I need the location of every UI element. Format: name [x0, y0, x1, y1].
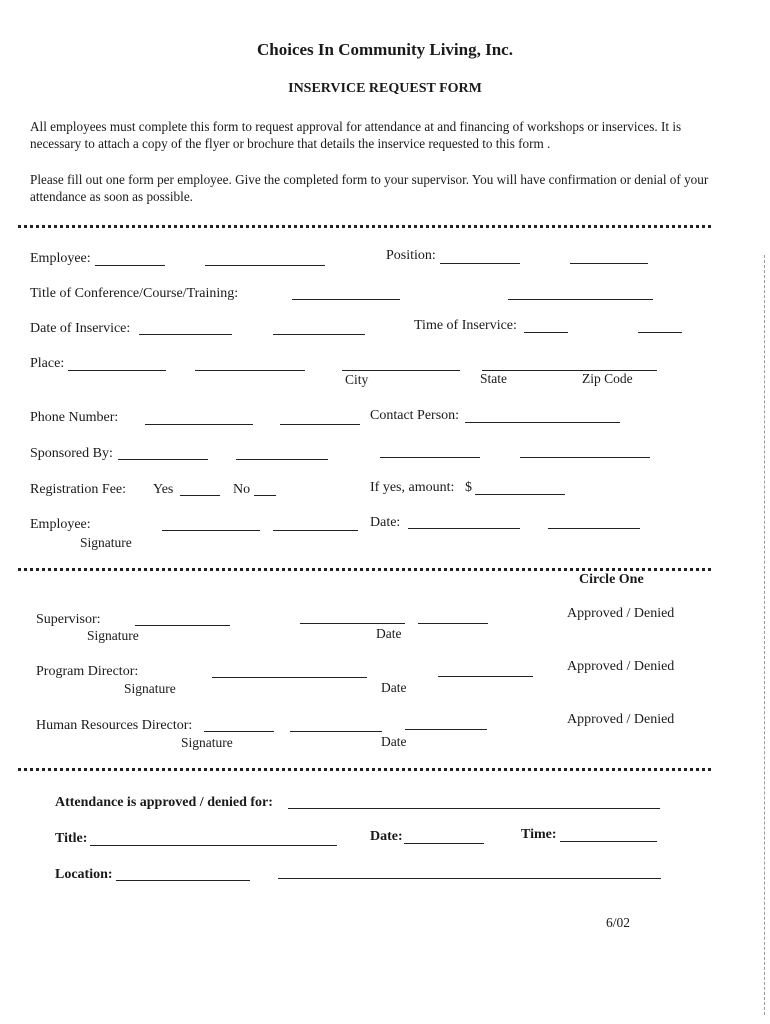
hr-director-approved-denied[interactable]: Approved / Denied — [567, 712, 675, 727]
sponsored-by-field-extension-3[interactable] — [520, 457, 650, 458]
hr-director-date-field[interactable] — [405, 729, 487, 730]
confirm-title-field[interactable] — [90, 845, 337, 846]
inservice-date-field[interactable] — [139, 334, 232, 335]
program-director-date-field[interactable] — [438, 676, 533, 677]
phone-number-field-extension[interactable] — [280, 424, 360, 425]
contact-person-label: Contact Person: — [370, 408, 460, 423]
training-title-field-extension[interactable] — [508, 299, 653, 300]
program-director-label: Program Director: — [36, 664, 139, 679]
place-field[interactable] — [68, 370, 166, 371]
supervisor-label: Supervisor: — [36, 612, 101, 627]
hr-director-signature-caption: Signature — [181, 735, 233, 750]
confirm-date-label: Date: — [370, 829, 403, 844]
inservice-time-field[interactable] — [524, 332, 568, 333]
confirm-location-field[interactable] — [116, 880, 250, 881]
employee-date-field[interactable] — [408, 528, 520, 529]
place-label: Place: — [30, 356, 65, 371]
training-title-field[interactable] — [292, 299, 400, 300]
employee-date-label: Date: — [370, 515, 401, 530]
position-label: Position: — [386, 248, 436, 263]
sponsored-by-field-extension-2[interactable] — [380, 457, 480, 458]
attendance-field[interactable] — [288, 808, 660, 809]
section-separator-3 — [18, 768, 711, 771]
supervisor-date-field[interactable] — [300, 623, 405, 624]
program-director-signature-caption: Signature — [124, 681, 176, 696]
fee-amount-label: If yes, amount: — [370, 480, 455, 495]
fee-yes-label: Yes — [153, 482, 174, 497]
training-title-label: Title of Conference/Course/Training: — [30, 286, 239, 301]
employee-signature-field[interactable] — [162, 530, 260, 531]
position-field[interactable] — [440, 263, 520, 264]
position-field-extension[interactable] — [570, 263, 648, 264]
inservice-time-label: Time of Inservice: — [414, 318, 517, 333]
program-director-date-caption: Date — [381, 680, 407, 695]
employee-signature-label: Employee: — [30, 517, 91, 532]
org-name: Choices In Community Living, Inc. — [257, 40, 513, 59]
supervisor-approved-denied[interactable]: Approved / Denied — [567, 606, 675, 621]
hr-director-label: Human Resources Director: — [36, 718, 193, 733]
supervisor-date-caption: Date — [376, 626, 402, 641]
registration-fee-label: Registration Fee: — [30, 482, 127, 497]
fee-currency-symbol: $ — [465, 480, 472, 495]
hr-director-signature-field-extension[interactable] — [290, 731, 382, 732]
confirm-time-field[interactable] — [560, 841, 657, 842]
supervisor-signature-field[interactable] — [135, 625, 230, 626]
inservice-date-label: Date of Inservice: — [30, 321, 131, 336]
place-field-extension[interactable] — [195, 370, 305, 371]
employee-signature-caption: Signature — [80, 535, 132, 550]
instructions-paragraph-1: All employees must complete this form to request approval for attendance at and financing of workshops or inservices. It is necessary to attach a copy of the flyer or brochure that details the inservice requested to this form . — [30, 119, 682, 151]
hr-director-date-caption: Date — [381, 734, 407, 749]
fee-yes-field[interactable] — [180, 495, 220, 496]
program-director-approved-denied[interactable]: Approved / Denied — [567, 659, 675, 674]
attendance-label: Attendance is approved / denied for: — [55, 795, 273, 810]
employee-signature-field-extension[interactable] — [273, 530, 358, 531]
circle-one-label: Circle One — [579, 572, 644, 587]
inservice-date-field-extension[interactable] — [273, 334, 365, 335]
employee-label: Employee: — [30, 251, 91, 266]
employee-date-field-extension[interactable] — [548, 528, 640, 529]
contact-person-field[interactable] — [465, 422, 620, 423]
form-revision: 6/02 — [606, 915, 631, 930]
fee-no-label: No — [233, 482, 251, 497]
phone-number-label: Phone Number: — [30, 410, 119, 425]
phone-number-field[interactable] — [145, 424, 253, 425]
confirm-location-label: Location: — [55, 867, 113, 882]
zip-code-caption: Zip Code — [582, 371, 633, 386]
city-caption: City — [345, 372, 369, 387]
employee-field-extension[interactable] — [205, 265, 325, 266]
employee-field[interactable] — [95, 265, 165, 266]
inservice-time-field-extension[interactable] — [638, 332, 682, 333]
city-state-field[interactable] — [342, 370, 460, 371]
section-separator-1 — [18, 225, 711, 228]
form-title: INSERVICE REQUEST FORM — [288, 81, 482, 96]
fee-no-field[interactable] — [254, 495, 276, 496]
supervisor-date-field-extension[interactable] — [418, 623, 488, 624]
sponsored-by-field-extension[interactable] — [236, 459, 328, 460]
confirm-location-field-extension[interactable] — [278, 878, 661, 879]
section-separator-2 — [18, 568, 711, 571]
confirm-title-label: Title: — [55, 831, 88, 846]
scan-edge — [764, 255, 765, 1015]
instructions-paragraph-2: Please fill out one form per employee. Give the completed form to your supervisor. You will have confirmation or denial of your attendance as soon as possible. — [30, 172, 709, 204]
program-director-signature-field[interactable] — [212, 677, 367, 678]
fee-amount-field[interactable] — [475, 494, 565, 495]
sponsored-by-field[interactable] — [118, 459, 208, 460]
confirm-date-field[interactable] — [404, 843, 484, 844]
state-caption: State — [480, 371, 507, 386]
supervisor-signature-caption: Signature — [87, 628, 139, 643]
hr-director-signature-field[interactable] — [204, 731, 274, 732]
confirm-time-label: Time: — [521, 827, 557, 842]
sponsored-by-label: Sponsored By: — [30, 446, 113, 461]
